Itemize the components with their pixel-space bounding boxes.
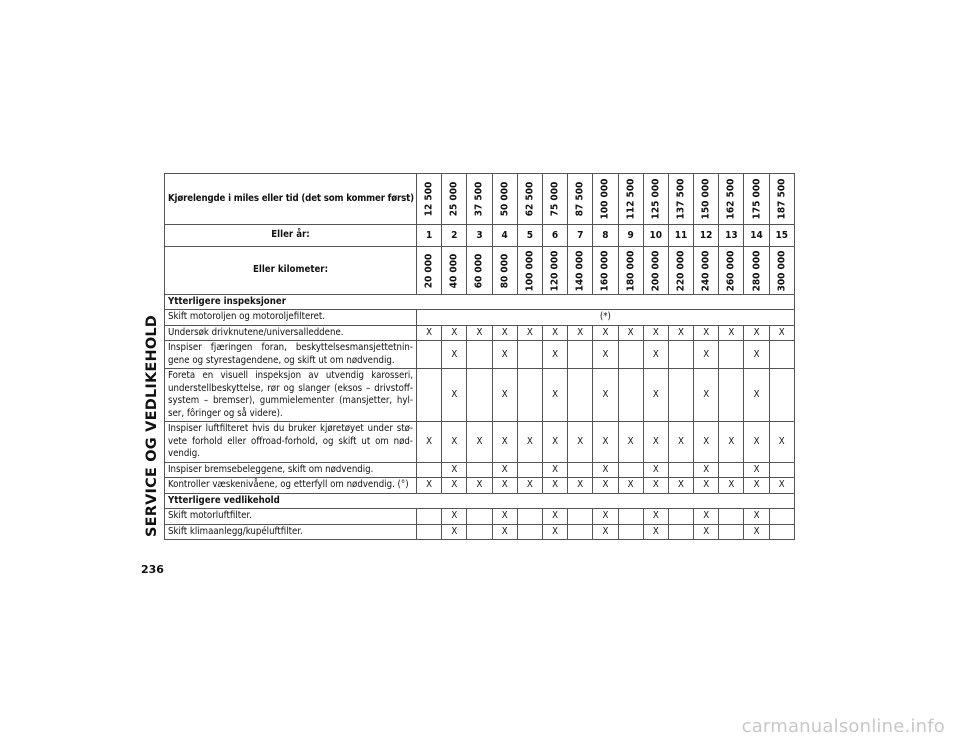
interval-mark: X bbox=[542, 524, 567, 539]
header-row-miles bbox=[165, 174, 795, 225]
miles-header-value: 150 000 bbox=[700, 178, 712, 220]
interval-mark: X bbox=[618, 422, 643, 462]
interval-mark: X bbox=[769, 422, 794, 462]
interval-mark: X bbox=[694, 422, 719, 462]
interval-mark: X bbox=[643, 524, 668, 539]
task-description: Inspiser bremsebeleggene, skift om nødvendig. bbox=[165, 462, 417, 477]
miles-header-value: 187 500 bbox=[776, 178, 788, 220]
interval-mark bbox=[568, 509, 593, 524]
interval-mark: X bbox=[643, 462, 668, 477]
years-header-value: 10 bbox=[643, 225, 668, 247]
interval-mark: X bbox=[542, 462, 567, 477]
km-header-value: 20 000 bbox=[423, 253, 435, 288]
miles-header-cell bbox=[694, 174, 719, 225]
interval-note: (*) bbox=[417, 310, 795, 325]
interval-mark: X bbox=[417, 422, 442, 462]
years-header-value: 12 bbox=[694, 225, 719, 247]
section-heading: Ytterligere inspeksjoner bbox=[165, 295, 795, 310]
km-header-cell bbox=[694, 247, 719, 295]
km-header-value: 80 000 bbox=[499, 253, 511, 288]
interval-mark: X bbox=[668, 422, 693, 462]
interval-mark: X bbox=[542, 478, 567, 493]
interval-mark: X bbox=[442, 478, 467, 493]
interval-mark: X bbox=[643, 341, 668, 369]
km-header-cell bbox=[417, 247, 442, 295]
interval-mark: X bbox=[492, 509, 517, 524]
miles-header-cell bbox=[568, 174, 593, 225]
km-header-cell bbox=[744, 247, 769, 295]
task-description: Skift motoroljen og motoroljefilteret. bbox=[165, 310, 417, 325]
km-header-value: 260 000 bbox=[725, 250, 737, 291]
interval-mark bbox=[769, 524, 794, 539]
interval-mark: X bbox=[568, 422, 593, 462]
interval-mark: X bbox=[694, 325, 719, 340]
interval-mark: X bbox=[442, 341, 467, 369]
interval-mark: X bbox=[492, 422, 517, 462]
miles-header-value: 125 000 bbox=[650, 178, 662, 220]
schedule-row bbox=[165, 341, 795, 369]
miles-header-cell bbox=[542, 174, 567, 225]
km-header-value: 180 000 bbox=[625, 250, 637, 291]
interval-mark: X bbox=[442, 422, 467, 462]
interval-mark bbox=[517, 524, 542, 539]
header-row-years bbox=[165, 225, 795, 247]
km-header-value: 240 000 bbox=[700, 250, 712, 291]
years-header-value: 6 bbox=[542, 225, 567, 247]
km-header-value: 300 000 bbox=[776, 250, 788, 291]
interval-mark: X bbox=[694, 478, 719, 493]
miles-header-cell bbox=[492, 174, 517, 225]
miles-header-value: 100 000 bbox=[599, 178, 611, 220]
interval-mark: X bbox=[744, 524, 769, 539]
interval-mark: X bbox=[593, 341, 618, 369]
km-header-cell bbox=[719, 247, 744, 295]
section-side-title bbox=[140, 178, 164, 674]
interval-mark: X bbox=[643, 369, 668, 422]
interval-mark bbox=[417, 524, 442, 539]
years-header-label: Eller år: bbox=[165, 225, 417, 247]
interval-mark: X bbox=[719, 422, 744, 462]
interval-mark: X bbox=[492, 478, 517, 493]
interval-mark: X bbox=[593, 325, 618, 340]
task-description: Undersøk drivknutene/universalleddene. bbox=[165, 325, 417, 340]
interval-mark bbox=[719, 462, 744, 477]
km-header-label: Eller kilometer: bbox=[165, 247, 417, 295]
interval-mark: X bbox=[593, 369, 618, 422]
interval-mark bbox=[417, 509, 442, 524]
interval-mark: X bbox=[517, 325, 542, 340]
miles-header-value: 175 000 bbox=[751, 178, 763, 220]
interval-mark: X bbox=[417, 325, 442, 340]
miles-header-value: 112 500 bbox=[625, 178, 637, 220]
interval-mark bbox=[467, 524, 492, 539]
interval-mark: X bbox=[643, 325, 668, 340]
interval-mark: X bbox=[744, 422, 769, 462]
years-header-value: 9 bbox=[618, 225, 643, 247]
interval-mark: X bbox=[492, 524, 517, 539]
km-header-value: 120 000 bbox=[549, 250, 561, 291]
miles-header-cell bbox=[668, 174, 693, 225]
interval-mark: X bbox=[467, 325, 492, 340]
miles-header-value: 75 000 bbox=[549, 181, 561, 217]
miles-header-cell bbox=[618, 174, 643, 225]
interval-mark bbox=[668, 462, 693, 477]
miles-header-cell bbox=[417, 174, 442, 225]
miles-header-cell bbox=[442, 174, 467, 225]
km-header-cell bbox=[643, 247, 668, 295]
interval-mark: X bbox=[492, 341, 517, 369]
interval-mark: X bbox=[694, 369, 719, 422]
interval-mark bbox=[568, 341, 593, 369]
interval-mark bbox=[517, 462, 542, 477]
years-header-value: 13 bbox=[719, 225, 744, 247]
years-header-value: 2 bbox=[442, 225, 467, 247]
interval-mark: X bbox=[618, 478, 643, 493]
interval-mark bbox=[719, 369, 744, 422]
km-header-value: 220 000 bbox=[675, 250, 687, 291]
years-header-value: 3 bbox=[467, 225, 492, 247]
interval-mark: X bbox=[668, 478, 693, 493]
interval-mark: X bbox=[694, 509, 719, 524]
km-header-cell bbox=[517, 247, 542, 295]
interval-mark: X bbox=[694, 462, 719, 477]
interval-mark bbox=[517, 341, 542, 369]
interval-mark: X bbox=[542, 509, 567, 524]
task-description: Inspiser luftfilteret hvis du bruker kjøretøyet under stø-vete forhold eller offroad-forhold, og skift ut om nød-vendig. bbox=[165, 422, 417, 462]
interval-mark: X bbox=[694, 524, 719, 539]
interval-mark bbox=[769, 341, 794, 369]
interval-mark: X bbox=[542, 422, 567, 462]
km-header-cell bbox=[618, 247, 643, 295]
km-header-value: 200 000 bbox=[650, 250, 662, 291]
interval-mark: X bbox=[517, 478, 542, 493]
miles-header-cell bbox=[769, 174, 794, 225]
years-header-value: 8 bbox=[593, 225, 618, 247]
maintenance-schedule-table bbox=[164, 173, 795, 540]
interval-mark: X bbox=[769, 478, 794, 493]
interval-mark: X bbox=[542, 341, 567, 369]
interval-mark bbox=[568, 462, 593, 477]
interval-mark bbox=[618, 509, 643, 524]
interval-mark bbox=[417, 369, 442, 422]
interval-mark bbox=[417, 462, 442, 477]
side-title-text: SERVICE OG VEDLIKEHOLD bbox=[144, 314, 161, 538]
interval-mark: X bbox=[442, 509, 467, 524]
interval-mark: X bbox=[744, 509, 769, 524]
km-header-cell bbox=[769, 247, 794, 295]
interval-mark: X bbox=[593, 462, 618, 477]
interval-mark: X bbox=[568, 325, 593, 340]
miles-header-label: Kjørelengde i miles eller tid (det som kommer først) bbox=[165, 174, 417, 225]
years-header-value: 15 bbox=[769, 225, 794, 247]
interval-mark: X bbox=[618, 325, 643, 340]
years-header-value: 4 bbox=[492, 225, 517, 247]
interval-mark: X bbox=[643, 422, 668, 462]
interval-mark bbox=[668, 369, 693, 422]
task-description: Inspiser fjæringen foran, beskyttelsesmansjettetnin-gene og styrestagendene, og skift ut om nødvendig. bbox=[165, 341, 417, 369]
schedule-row bbox=[165, 325, 795, 340]
km-header-cell bbox=[542, 247, 567, 295]
interval-mark: X bbox=[542, 369, 567, 422]
years-header-value: 1 bbox=[417, 225, 442, 247]
miles-header-value: 62 500 bbox=[524, 181, 536, 217]
interval-mark: X bbox=[719, 478, 744, 493]
interval-mark: X bbox=[769, 325, 794, 340]
interval-mark: X bbox=[568, 478, 593, 493]
km-header-cell bbox=[593, 247, 618, 295]
interval-mark: X bbox=[442, 524, 467, 539]
interval-mark bbox=[568, 369, 593, 422]
interval-mark bbox=[618, 462, 643, 477]
header-row-km bbox=[165, 247, 795, 295]
section-heading-row bbox=[165, 493, 795, 508]
miles-header-value: 162 500 bbox=[725, 178, 737, 220]
interval-mark: X bbox=[744, 369, 769, 422]
interval-mark: X bbox=[442, 369, 467, 422]
interval-mark bbox=[417, 341, 442, 369]
km-header-value: 40 000 bbox=[448, 253, 460, 288]
km-header-cell bbox=[492, 247, 517, 295]
schedule-row bbox=[165, 524, 795, 539]
miles-header-value: 137 500 bbox=[675, 178, 687, 220]
miles-header-cell bbox=[643, 174, 668, 225]
interval-mark: X bbox=[643, 509, 668, 524]
interval-mark: X bbox=[668, 325, 693, 340]
interval-mark: X bbox=[643, 478, 668, 493]
schedule-row bbox=[165, 478, 795, 493]
miles-header-cell bbox=[467, 174, 492, 225]
km-header-value: 100 000 bbox=[524, 250, 536, 291]
interval-mark bbox=[719, 509, 744, 524]
miles-header-value: 87 500 bbox=[574, 181, 586, 217]
interval-mark: X bbox=[694, 341, 719, 369]
task-description: Skift klimaanlegg/kupéluftfilter. bbox=[165, 524, 417, 539]
task-description: Kontroller væskenivåene, og etterfyll om nødvendig. (°) bbox=[165, 478, 417, 493]
km-header-cell bbox=[568, 247, 593, 295]
watermark-text: carmanualsonline.info bbox=[741, 716, 945, 737]
interval-mark bbox=[668, 524, 693, 539]
interval-mark: X bbox=[744, 462, 769, 477]
interval-mark bbox=[467, 462, 492, 477]
interval-mark bbox=[719, 524, 744, 539]
miles-header-cell bbox=[719, 174, 744, 225]
interval-mark: X bbox=[417, 478, 442, 493]
schedule-row bbox=[165, 422, 795, 462]
km-header-cell bbox=[467, 247, 492, 295]
interval-mark: X bbox=[517, 422, 542, 462]
miles-header-value: 50 000 bbox=[499, 181, 511, 217]
km-header-value: 60 000 bbox=[473, 253, 485, 288]
schedule-row bbox=[165, 509, 795, 524]
interval-mark bbox=[467, 341, 492, 369]
miles-header-value: 12 500 bbox=[423, 181, 435, 217]
interval-mark: X bbox=[467, 478, 492, 493]
years-header-value: 11 bbox=[668, 225, 693, 247]
miles-header-cell bbox=[593, 174, 618, 225]
miles-header-cell bbox=[744, 174, 769, 225]
interval-mark: X bbox=[492, 325, 517, 340]
section-heading-row bbox=[165, 295, 795, 310]
interval-mark bbox=[719, 341, 744, 369]
years-header-value: 5 bbox=[517, 225, 542, 247]
page-number: 236 bbox=[141, 563, 164, 576]
km-header-value: 160 000 bbox=[599, 250, 611, 291]
interval-mark: X bbox=[744, 341, 769, 369]
miles-header-cell bbox=[517, 174, 542, 225]
interval-mark bbox=[517, 509, 542, 524]
interval-mark: X bbox=[593, 478, 618, 493]
interval-mark bbox=[769, 462, 794, 477]
interval-mark bbox=[618, 524, 643, 539]
schedule-row bbox=[165, 369, 795, 422]
miles-header-value: 37 500 bbox=[473, 181, 485, 217]
interval-mark: X bbox=[719, 325, 744, 340]
km-header-cell bbox=[442, 247, 467, 295]
interval-mark bbox=[618, 341, 643, 369]
miles-header-value: 25 000 bbox=[448, 181, 460, 217]
interval-mark: X bbox=[542, 325, 567, 340]
interval-mark: X bbox=[492, 369, 517, 422]
schedule-row bbox=[165, 462, 795, 477]
years-header-value: 14 bbox=[744, 225, 769, 247]
years-header-value: 7 bbox=[568, 225, 593, 247]
interval-mark: X bbox=[593, 524, 618, 539]
km-header-cell bbox=[668, 247, 693, 295]
km-header-value: 280 000 bbox=[751, 250, 763, 291]
interval-mark bbox=[568, 524, 593, 539]
interval-mark bbox=[467, 369, 492, 422]
interval-mark bbox=[668, 341, 693, 369]
interval-mark bbox=[618, 369, 643, 422]
task-description: Skift motorluftfilter. bbox=[165, 509, 417, 524]
interval-mark: X bbox=[744, 478, 769, 493]
section-heading: Ytterligere vedlikehold bbox=[165, 493, 795, 508]
interval-mark: X bbox=[442, 462, 467, 477]
task-description: Foreta en visuell inspeksjon av utvendig karosseri, understellbeskyttelse, rør og slanger (eksos – drivstoff-system – bremser), gummielementer (mansjetter, hyl-ser, fôringer og så videre). bbox=[165, 369, 417, 422]
interval-mark bbox=[517, 369, 542, 422]
interval-mark: X bbox=[442, 325, 467, 340]
interval-mark: X bbox=[593, 509, 618, 524]
km-header-value: 140 000 bbox=[574, 250, 586, 291]
interval-mark: X bbox=[744, 325, 769, 340]
interval-mark bbox=[467, 509, 492, 524]
schedule-row bbox=[165, 310, 795, 325]
interval-mark: X bbox=[492, 462, 517, 477]
interval-mark: X bbox=[593, 422, 618, 462]
interval-mark bbox=[668, 509, 693, 524]
interval-mark bbox=[769, 509, 794, 524]
interval-mark: X bbox=[467, 422, 492, 462]
interval-mark bbox=[769, 369, 794, 422]
